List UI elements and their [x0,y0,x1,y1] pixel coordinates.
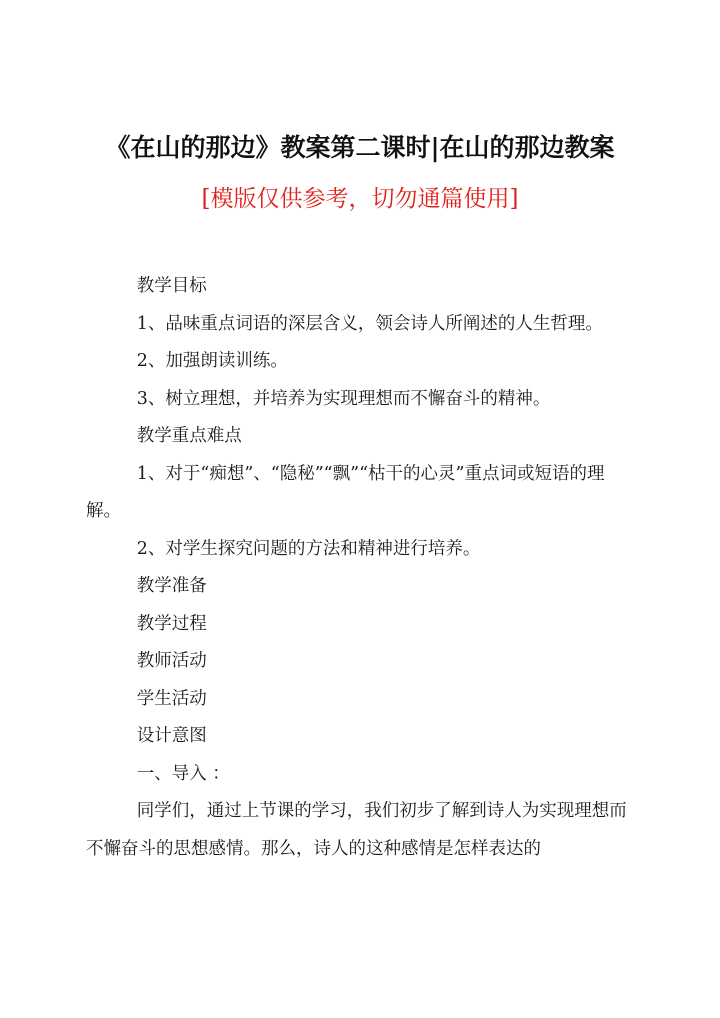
difficulty-item: 2、对学生探究问题的方法和精神进行培养。 [136,538,481,559]
objective-item: 3、树立理想，并培养为实现理想而不懈奋斗的精神。 [136,388,551,409]
heading-student-activity: 学生活动 [136,688,207,709]
heading-preparation: 教学准备 [136,576,207,596]
document-body [86,268,634,868]
heading-design-intent: 设计意图 [136,726,207,746]
objective-item: 1、品味重点词语的深层含义，领会诗人所阐述的人生哲理。 [136,313,603,334]
template-notice: [模版仅供参考，切勿通篇使用] [201,186,519,212]
section-introduction: 一、导入 ： [136,763,230,784]
difficulty-item: 1、对于“痴想”、“隐秘”“飘”“枯干的心灵”重点词或短语的理解。 [86,463,605,521]
objective-item: 2、加强朗读训练。 [136,351,288,371]
heading-teaching-objectives: 教学目标 [136,276,207,296]
heading-process: 教学过程 [136,613,207,634]
heading-key-difficulties: 教学重点难点 [136,426,242,446]
document-title: 《在山的那边》教案第二课时|在山的那边教案 [105,133,615,162]
body-paragraph: 同学们，通过上节课的学习，我们初步了解到诗人为实现理想而不懈奋斗的思想感情。那么，诗人的这种感情是怎样表达的 [86,801,627,859]
heading-teacher-activity: 教师活动 [136,651,207,671]
